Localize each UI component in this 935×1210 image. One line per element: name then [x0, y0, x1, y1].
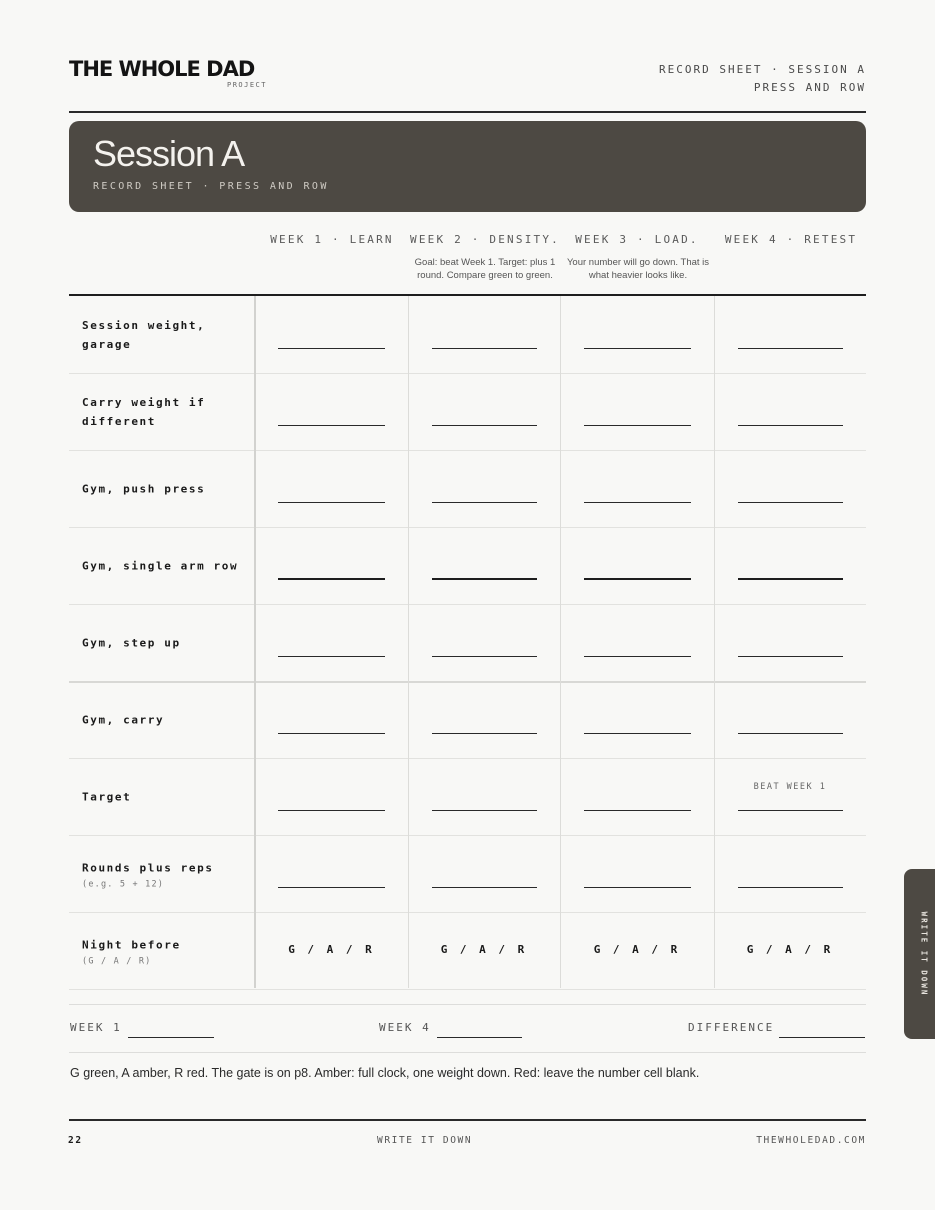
table-cell[interactable]: [714, 681, 866, 758]
footer-divider: [69, 1119, 866, 1121]
table-cell[interactable]: [408, 527, 560, 604]
summary-divider: [69, 1004, 866, 1005]
table-cell[interactable]: [714, 912, 866, 989]
table-cell[interactable]: [255, 373, 408, 450]
entry-line[interactable]: [738, 502, 843, 503]
table-cell[interactable]: [255, 912, 408, 989]
entry-line[interactable]: [584, 348, 691, 349]
row-label-text: Rounds plus reps: [82, 861, 214, 874]
row-label: [82, 316, 247, 354]
table-row: [69, 527, 866, 605]
page-subtitle: RECORD SHEET · PRESS AND ROW: [93, 181, 329, 192]
row-label-text: Gym, carry: [82, 713, 165, 726]
rating-options[interactable]: G / A / R: [746, 943, 834, 956]
table-cell[interactable]: [255, 758, 408, 835]
entry-line[interactable]: [738, 887, 843, 888]
table-cell[interactable]: [408, 296, 560, 373]
table-cell[interactable]: [560, 912, 714, 989]
table-row: [69, 912, 866, 990]
grid-divider: [408, 296, 409, 988]
table-row: [69, 681, 866, 759]
table-row: [69, 450, 866, 528]
brand-logo: [69, 58, 269, 89]
entry-line[interactable]: [278, 810, 385, 811]
row-label: [82, 556, 247, 575]
table-cell[interactable]: [255, 681, 408, 758]
row-label: [82, 858, 247, 889]
footer-site: THEWHOLEDAD.COM: [756, 1135, 866, 1146]
summary-week4-label: WEEK 4: [379, 1021, 431, 1034]
entry-line[interactable]: [278, 578, 385, 580]
table-cell[interactable]: [408, 681, 560, 758]
column-note-week-3: Your number will go down. That is what heavier looks like.: [566, 257, 710, 281]
table-row: [69, 604, 866, 683]
entry-line[interactable]: [738, 348, 843, 349]
summary-week4-field[interactable]: [437, 1037, 522, 1038]
table-cell[interactable]: [255, 527, 408, 604]
row-label: [82, 633, 247, 652]
page-number: 22: [68, 1135, 83, 1146]
entry-line[interactable]: [432, 733, 537, 734]
entry-line[interactable]: [432, 425, 537, 426]
table-cell[interactable]: [408, 450, 560, 527]
entry-line[interactable]: [584, 502, 691, 503]
entry-line[interactable]: [432, 348, 537, 349]
column-header-week-4: WEEK 4 · RETEST: [724, 233, 858, 246]
side-tab[interactable]: [904, 869, 935, 1039]
table-cell[interactable]: [408, 835, 560, 912]
entry-line[interactable]: [584, 578, 691, 580]
row-label: [82, 393, 247, 431]
column-header-week-3: WEEK 3 · LOAD.: [575, 233, 699, 246]
entry-line[interactable]: [278, 502, 385, 503]
row-label-hint: (e.g. 5 + 12): [82, 879, 165, 889]
table-cell[interactable]: [255, 450, 408, 527]
table-cell[interactable]: [408, 373, 560, 450]
row-label-text: Gym, push press: [82, 482, 206, 495]
table-cell[interactable]: [714, 373, 866, 450]
footer-center: WRITE IT DOWN: [377, 1135, 473, 1146]
table-cell[interactable]: [560, 296, 714, 373]
grid-divider: [714, 296, 715, 988]
table-cell[interactable]: [560, 527, 714, 604]
table-cell[interactable]: [408, 912, 560, 989]
entry-line[interactable]: [432, 656, 537, 657]
table-cell[interactable]: [255, 296, 408, 373]
column-header-week-1: WEEK 1 · LEARN: [270, 233, 394, 246]
table-row: [69, 758, 866, 836]
summary-difference-field[interactable]: [779, 1037, 865, 1038]
entry-line[interactable]: [584, 656, 691, 657]
table-row: [69, 373, 866, 451]
table-cell[interactable]: [560, 835, 714, 912]
brand-title: THE WHOLE DAD: [69, 57, 255, 81]
entry-line[interactable]: [584, 733, 691, 734]
header-info: [659, 61, 866, 97]
grid-divider: [560, 296, 561, 988]
summary-divider: [69, 1052, 866, 1053]
entry-line[interactable]: [278, 887, 385, 888]
row-label-text: Night before: [82, 938, 181, 951]
rating-options[interactable]: G / A / R: [440, 943, 528, 956]
cell-hint: BEAT WEEK 1: [753, 782, 827, 792]
entry-line[interactable]: [432, 502, 537, 503]
row-label-text: Gym, single arm row: [82, 559, 239, 572]
table-cell[interactable]: [408, 604, 560, 681]
entry-line[interactable]: [584, 887, 691, 888]
table-cell[interactable]: [560, 450, 714, 527]
row-label-text: Session weight, garage: [82, 318, 206, 351]
row-label: [82, 710, 247, 729]
entry-line[interactable]: [738, 810, 843, 811]
entry-line[interactable]: [278, 733, 385, 734]
entry-line[interactable]: [432, 810, 537, 811]
table-cell[interactable]: [560, 604, 714, 681]
column-note-week-2: Goal: beat Week 1. Target: plus 1 round. Compare green to green.: [414, 257, 556, 281]
table-cell[interactable]: [255, 604, 408, 681]
entry-line[interactable]: [278, 656, 385, 657]
table-cell[interactable]: [560, 373, 714, 450]
row-label-hint: (G / A / R): [82, 956, 152, 966]
grid-divider: [254, 296, 256, 988]
entry-line[interactable]: [738, 425, 843, 426]
rating-options[interactable]: G / A / R: [288, 943, 375, 956]
entry-line[interactable]: [432, 578, 537, 580]
entry-line[interactable]: [738, 733, 843, 734]
entry-line[interactable]: [738, 578, 843, 580]
row-label-text: Carry weight if different: [82, 395, 206, 428]
table-row: [69, 296, 866, 374]
side-tab-label: WRITE IT DOWN: [919, 911, 929, 997]
table-cell[interactable]: [714, 296, 866, 373]
row-label-text: Gym, step up: [82, 636, 181, 649]
row-label-text: Target: [82, 790, 132, 803]
table-cell[interactable]: [714, 527, 866, 604]
entry-line[interactable]: [278, 425, 385, 426]
row-label: [82, 935, 247, 966]
header-line-1: RECORD SHEET · SESSION A: [659, 63, 866, 76]
header-line-2: PRESS AND ROW: [753, 81, 866, 94]
row-label: [82, 479, 247, 498]
table-cell[interactable]: [714, 758, 866, 835]
footnote: G green, A amber, R red. The gate is on p8. Amber: full clock, one weight down. Red: leave the number cell blank.: [70, 1066, 700, 1080]
column-header-week-2: WEEK 2 · DENSITY.: [410, 233, 560, 246]
table-cell[interactable]: [560, 681, 714, 758]
brand-subtitle: PROJECT: [226, 81, 267, 89]
row-label: [82, 787, 247, 806]
entry-line[interactable]: [584, 810, 691, 811]
header-divider: [69, 111, 866, 113]
summary-week1-field[interactable]: [128, 1037, 214, 1038]
session-banner: [69, 121, 866, 212]
summary-week1-label: WEEK 1: [70, 1021, 122, 1034]
table-cell[interactable]: [714, 604, 866, 681]
entry-line[interactable]: [278, 348, 385, 349]
entry-line[interactable]: [584, 425, 691, 426]
page-title: Session A: [93, 133, 245, 174]
table-cell[interactable]: [255, 835, 408, 912]
table-cell[interactable]: [714, 450, 866, 527]
table-row: [69, 835, 866, 913]
table-cell[interactable]: [714, 835, 866, 912]
table-cell[interactable]: [408, 758, 560, 835]
rating-options[interactable]: G / A / R: [593, 943, 681, 956]
entry-line[interactable]: [432, 887, 537, 888]
entry-line[interactable]: [738, 656, 843, 657]
table-cell[interactable]: [560, 758, 714, 835]
summary-difference-label: DIFFERENCE: [688, 1021, 775, 1034]
